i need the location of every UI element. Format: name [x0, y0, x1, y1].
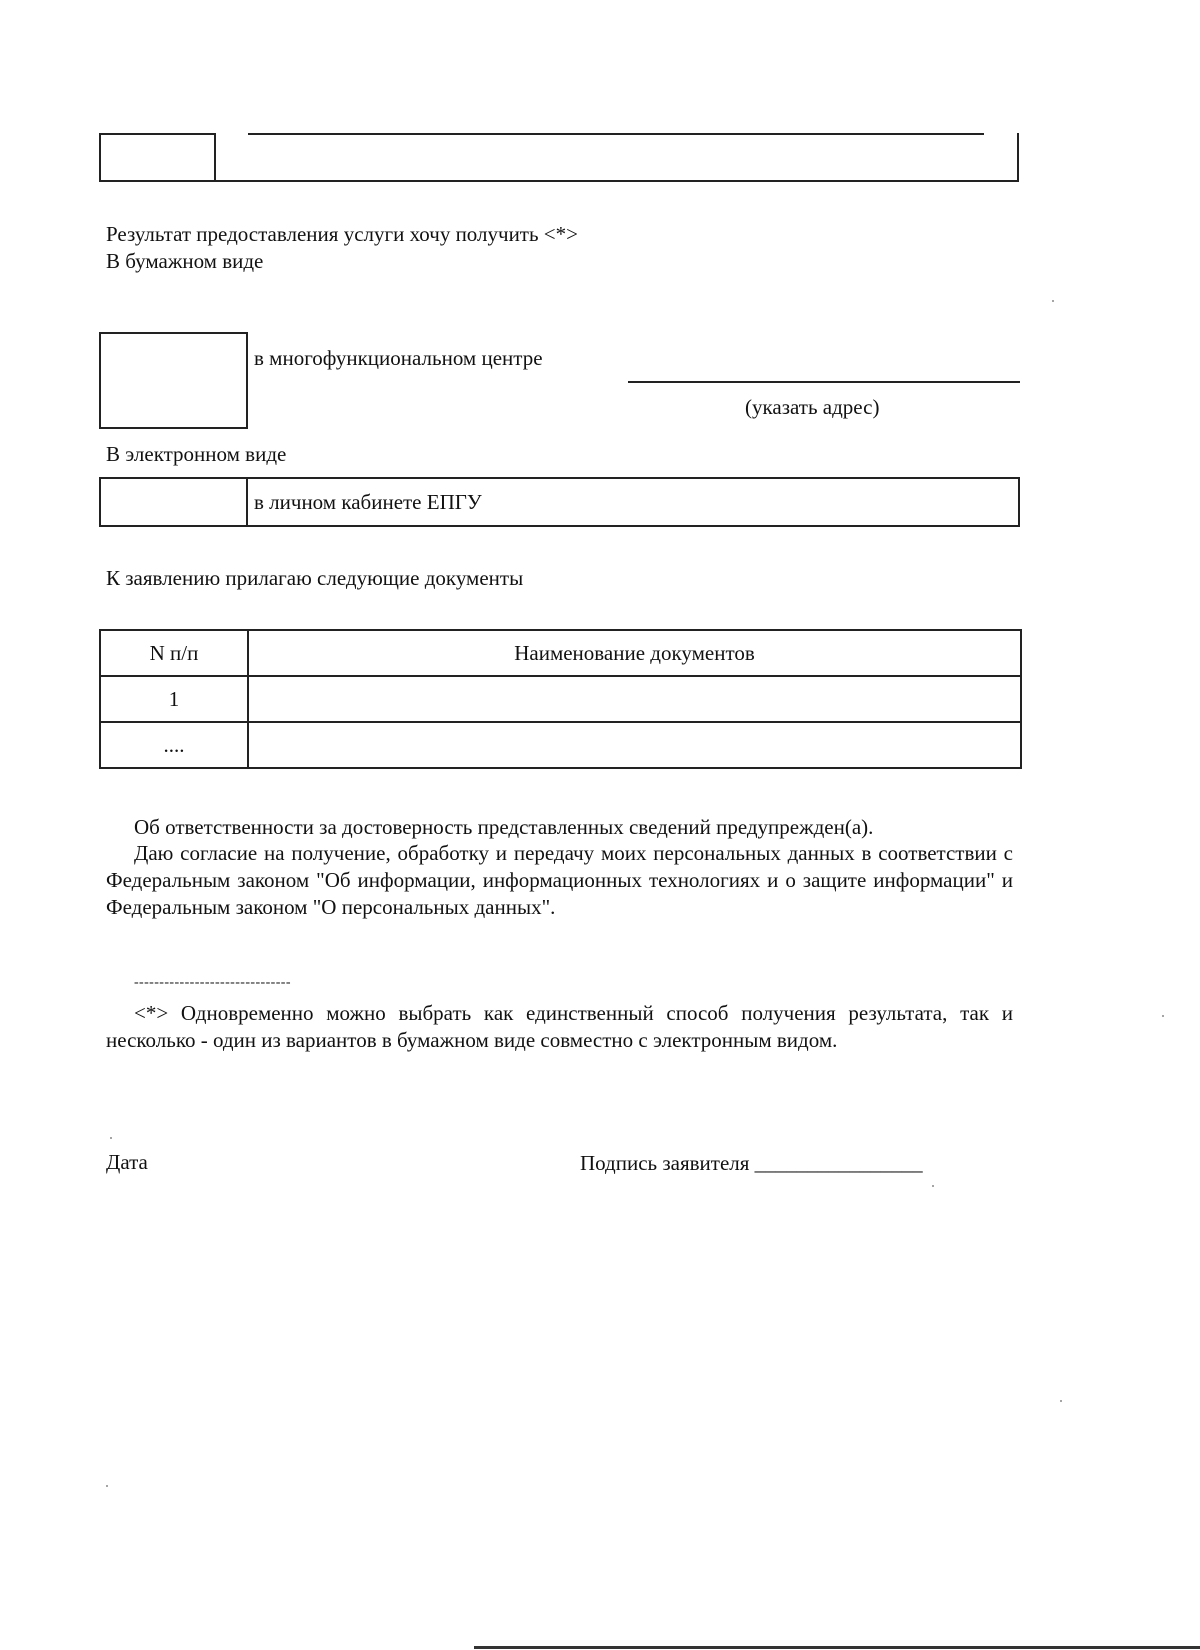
- attachments-heading: К заявлению прилагаю следующие документы: [106, 566, 524, 590]
- scan-speck: [932, 1185, 934, 1187]
- mfc-option-label: в многофункциональном центре: [254, 346, 543, 370]
- table-row: [100, 722, 1021, 768]
- table-header-row: [100, 630, 1021, 676]
- mfc-checkbox[interactable]: [99, 332, 248, 429]
- top-checkbox-cell: [99, 133, 216, 182]
- scan-speck: [1060, 1400, 1062, 1402]
- address-hint: (указать адрес): [745, 395, 880, 419]
- scan-speck: [110, 1137, 112, 1139]
- epgu-checkbox[interactable]: [99, 477, 248, 527]
- paper-heading: В бумажном виде: [106, 249, 264, 273]
- electronic-heading: В электронном виде: [106, 442, 287, 466]
- documents-table: [99, 629, 1022, 769]
- result-heading: Результат предоставления услуги хочу получить <*>: [106, 222, 578, 246]
- footnote-text: <*> Одновременно можно выбрать как единственный способ получения результата, так и несколько - один из вариантов в бумажном виде совместно с электронным видом.: [106, 1001, 1013, 1052]
- date-label: Дата: [106, 1150, 148, 1174]
- table-row: [100, 676, 1021, 722]
- epgu-option-label: в личном кабинете ЕПГУ: [254, 490, 482, 514]
- scan-speck: [106, 1485, 108, 1487]
- row-document-name[interactable]: [248, 676, 1021, 722]
- responsibility-statement: Об ответственности за достоверность представленных сведений предупрежден(а).: [134, 815, 874, 839]
- top-field-cell: [214, 133, 1019, 182]
- signature-line: Подпись заявителя ________________: [580, 1151, 923, 1175]
- row-number: ....: [100, 722, 248, 768]
- row-number: 1: [100, 676, 248, 722]
- table-header-name: Наименование документов: [248, 630, 1021, 676]
- row-document-name[interactable]: [248, 722, 1021, 768]
- scan-speck: [1052, 300, 1054, 302]
- table-header-number: N п/п: [100, 630, 248, 676]
- address-underline: [628, 381, 1020, 383]
- scan-speck: [1162, 1015, 1164, 1017]
- consent-statement: Даю согласие на получение, обработку и передачу моих персональных данных в соответствии с Федеральным законом "Об информации, информационных технологиях и о защите информации" и Федеральным законом "О персональных данных".: [106, 841, 1013, 919]
- bottom-edge-line: [474, 1646, 1200, 1649]
- footnote-separator: -------------------------------: [134, 975, 291, 990]
